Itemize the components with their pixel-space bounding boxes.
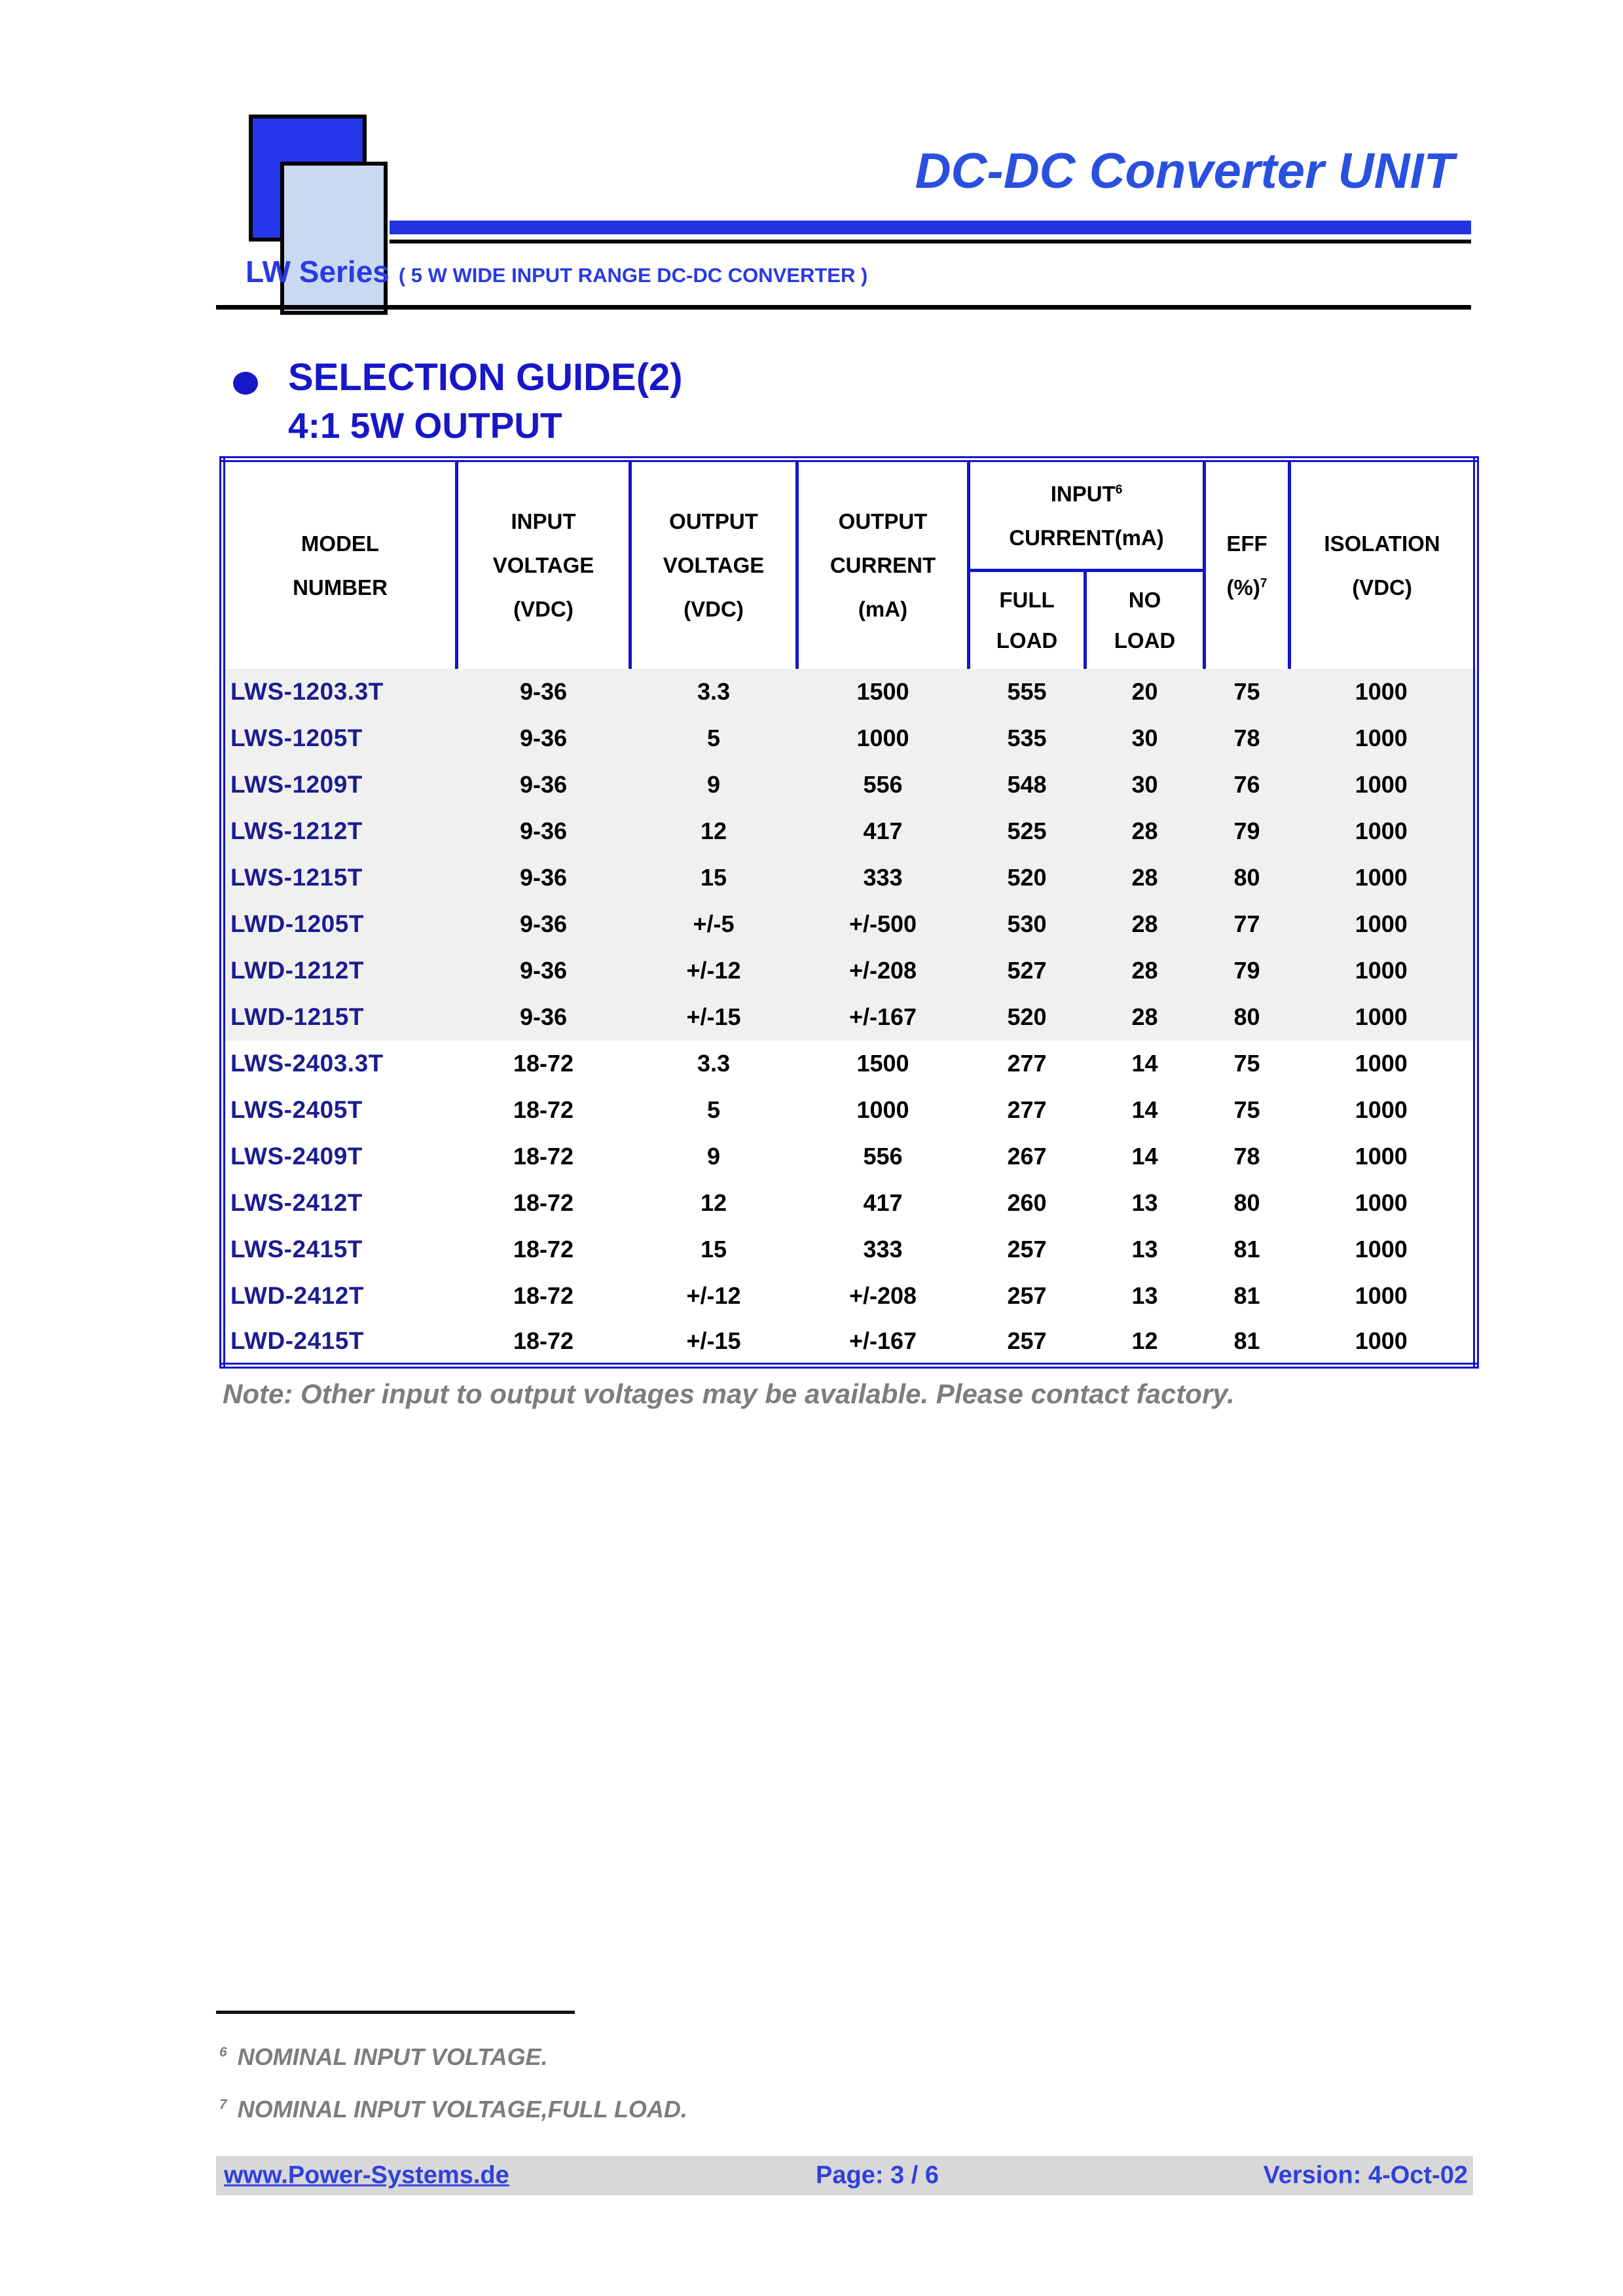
value-cell: 3.3 <box>697 678 731 705</box>
value-cell: 81 <box>1233 1327 1260 1354</box>
model-number-cell: LWS-1203.3T <box>230 678 384 705</box>
value-cell: +/-12 <box>686 1282 741 1309</box>
model-number-cell: LWD-1212T <box>230 957 364 984</box>
value-cell: 28 <box>1131 1003 1158 1030</box>
value-cell: 13 <box>1131 1282 1158 1309</box>
value-cell: 14 <box>1131 1143 1158 1170</box>
series-subtitle: ( 5 W WIDE INPUT RANGE DC-DC CONVERTER ) <box>398 264 868 287</box>
value-cell: 18-72 <box>513 1189 574 1216</box>
value-cell: 9-36 <box>519 725 568 751</box>
value-cell: 9-36 <box>519 771 568 798</box>
value-cell: 1000 <box>1355 771 1408 798</box>
footnote-7-text: NOMINAL INPUT VOLTAGE,FULL LOAD. <box>237 2096 687 2123</box>
model-number-cell: LWD-1205T <box>230 910 364 937</box>
value-cell: 527 <box>1007 957 1047 984</box>
value-cell: 267 <box>1007 1143 1047 1170</box>
value-cell: 257 <box>1007 1327 1047 1354</box>
value-cell: +/-5 <box>693 910 735 937</box>
value-cell: 20 <box>1131 678 1158 705</box>
value-cell: 18-72 <box>513 1096 574 1123</box>
value-cell: 12 <box>700 817 727 844</box>
value-cell: 75 <box>1233 1050 1260 1077</box>
page-indicator: Page: 3 / 6 <box>816 2161 939 2189</box>
model-number-cell: LWS-2405T <box>230 1096 363 1123</box>
header-line: LOAD <box>1114 628 1176 653</box>
title-divider-black-line <box>390 240 1471 243</box>
footer-bar <box>216 2156 1473 2195</box>
table-row <box>223 1134 1476 1180</box>
value-cell: 18-72 <box>513 1236 574 1263</box>
table-row <box>223 1319 1476 1366</box>
value-cell: 1500 <box>856 1050 909 1077</box>
value-cell: +/-15 <box>686 1003 741 1030</box>
header-line: MODEL <box>301 531 380 556</box>
table-row <box>223 762 1476 808</box>
series-divider-line <box>216 305 1471 310</box>
value-cell: 520 <box>1007 864 1047 891</box>
header-line: CURRENT(mA) <box>1009 525 1164 550</box>
footnote-7-marker: 7 <box>219 2097 227 2112</box>
value-cell: 1000 <box>1355 1189 1408 1216</box>
value-cell: 1000 <box>1355 1096 1408 1123</box>
logo-front-square-icon <box>280 162 388 315</box>
value-cell: 1000 <box>1355 817 1408 844</box>
value-cell: 556 <box>863 771 903 798</box>
value-cell: 9-36 <box>519 864 568 891</box>
value-cell: +/-167 <box>848 1003 917 1030</box>
value-cell: 556 <box>863 1143 903 1170</box>
header-line: INPUT <box>511 509 576 534</box>
value-cell: 555 <box>1007 678 1047 705</box>
value-cell: 1000 <box>856 725 909 751</box>
value-cell: 78 <box>1233 1143 1260 1170</box>
value-cell: 12 <box>700 1189 727 1216</box>
value-cell: +/-167 <box>848 1327 917 1354</box>
value-cell: 76 <box>1233 771 1260 798</box>
value-cell: 417 <box>863 1189 903 1216</box>
value-cell: 18-72 <box>513 1050 574 1077</box>
model-number-cell: LWS-2415T <box>230 1236 363 1263</box>
value-cell: 535 <box>1007 725 1047 751</box>
value-cell: 9 <box>706 1143 721 1170</box>
value-cell: 1000 <box>1355 1282 1408 1309</box>
header-line <box>970 472 1203 516</box>
selection-guide-table <box>219 456 1479 1369</box>
value-cell: 80 <box>1233 864 1260 891</box>
header-line: CURRENT <box>830 553 936 578</box>
series-name: LW Series <box>246 255 390 289</box>
value-cell: 1000 <box>1355 725 1408 751</box>
header-line: (mA) <box>858 597 908 622</box>
value-cell: 13 <box>1131 1236 1158 1263</box>
footnote-6 <box>219 2043 548 2071</box>
col-header-model-number <box>223 459 457 669</box>
col-header-input-current <box>969 459 1205 571</box>
table-row <box>223 1273 1476 1319</box>
header-line: ISOLATION <box>1324 531 1440 556</box>
header-line: (VDC) <box>513 597 574 622</box>
value-cell: 525 <box>1007 817 1047 844</box>
header-line: LOAD <box>996 628 1058 653</box>
table-row <box>223 808 1476 855</box>
value-cell: 1500 <box>856 678 909 705</box>
table-row <box>223 715 1476 762</box>
value-cell: 80 <box>1233 1189 1260 1216</box>
value-cell: 257 <box>1007 1236 1047 1263</box>
value-cell: +/-208 <box>848 957 917 984</box>
value-cell: 28 <box>1131 910 1158 937</box>
model-number-cell: LWS-1215T <box>230 864 363 891</box>
value-cell: 333 <box>863 1236 903 1263</box>
header-line: VOLTAGE <box>492 553 594 578</box>
value-cell: 530 <box>1007 910 1047 937</box>
value-cell: 30 <box>1131 725 1158 751</box>
header-line: OUTPUT <box>669 509 758 534</box>
value-cell: 1000 <box>856 1096 909 1123</box>
value-cell: 1000 <box>1355 1143 1408 1170</box>
model-number-cell: LWS-2409T <box>230 1143 363 1170</box>
value-cell: 13 <box>1131 1189 1158 1216</box>
header-line <box>1206 565 1288 609</box>
value-cell: 277 <box>1007 1050 1047 1077</box>
header-line: VOLTAGE <box>663 553 765 578</box>
value-cell: 333 <box>863 864 903 891</box>
model-number-cell: LWS-1205T <box>230 725 363 751</box>
value-cell: 28 <box>1131 817 1158 844</box>
footnote-ref-7: 7 <box>1260 576 1267 590</box>
table-row <box>223 901 1476 948</box>
value-cell: +/-208 <box>848 1282 917 1309</box>
table-row <box>223 948 1476 994</box>
value-cell: 18-72 <box>513 1282 574 1309</box>
value-cell: 80 <box>1233 1003 1260 1030</box>
header-line: NUMBER <box>293 575 388 600</box>
value-cell: 15 <box>700 1236 727 1263</box>
table-row <box>223 994 1476 1041</box>
footnote-ref-6: 6 <box>1115 482 1123 497</box>
model-number-cell: LWS-2412T <box>230 1189 363 1216</box>
footnote-6-marker: 6 <box>219 2045 227 2060</box>
col-header-full-load <box>969 571 1085 669</box>
col-header-input-voltage <box>457 459 630 669</box>
value-cell: 548 <box>1007 771 1047 798</box>
value-cell: 18-72 <box>513 1143 574 1170</box>
value-cell: 1000 <box>1355 910 1408 937</box>
value-cell: 30 <box>1131 771 1158 798</box>
value-cell: 9-36 <box>519 957 568 984</box>
value-cell: 28 <box>1131 864 1158 891</box>
header-line: NO <box>1128 587 1161 612</box>
value-cell: 15 <box>700 864 727 891</box>
value-cell: 78 <box>1233 725 1260 751</box>
table-row <box>223 1087 1476 1134</box>
col-header-output-voltage <box>630 459 797 669</box>
header-text: INPUT <box>1050 481 1116 506</box>
value-cell: 1000 <box>1355 1050 1408 1077</box>
value-cell: 3.3 <box>697 1050 731 1077</box>
value-cell: 277 <box>1007 1096 1047 1123</box>
header-line: EFF <box>1226 531 1267 556</box>
section-heading: SELECTION GUIDE(2) <box>288 356 683 399</box>
value-cell: 417 <box>863 817 903 844</box>
page-title: DC-DC Converter UNIT <box>915 143 1454 199</box>
value-cell: 18-72 <box>513 1327 574 1354</box>
value-cell: 9-36 <box>519 678 568 705</box>
model-number-cell: LWD-2415T <box>230 1327 364 1354</box>
model-number-cell: LWD-1215T <box>230 1003 364 1030</box>
table-note: Note: Other input to output voltages may be available. Please contact factory. <box>223 1378 1235 1409</box>
value-cell: 520 <box>1007 1003 1047 1030</box>
value-cell: 1000 <box>1355 678 1408 705</box>
series-heading <box>246 254 867 289</box>
value-cell: +/-12 <box>686 957 741 984</box>
header-line: (VDC) <box>1352 575 1412 600</box>
value-cell: 14 <box>1131 1050 1158 1077</box>
table-row <box>223 669 1476 715</box>
value-cell: 1000 <box>1355 1003 1408 1030</box>
header-line: OUTPUT <box>838 509 928 534</box>
value-cell: 9-36 <box>519 1003 568 1030</box>
selection-table-body <box>223 669 1476 1366</box>
col-header-isolation <box>1290 459 1476 669</box>
value-cell: 28 <box>1131 957 1158 984</box>
value-cell: 14 <box>1131 1096 1158 1123</box>
footnote-6-text: NOMINAL INPUT VOLTAGE. <box>237 2043 548 2070</box>
col-header-output-current <box>797 459 969 669</box>
value-cell: 79 <box>1233 817 1260 844</box>
website-link[interactable]: www.Power-Systems.de <box>224 2161 509 2189</box>
value-cell: 81 <box>1233 1236 1260 1263</box>
header-line: (VDC) <box>684 597 744 622</box>
value-cell: +/-15 <box>686 1327 741 1354</box>
section-subheading: 4:1 5W OUTPUT <box>288 405 562 446</box>
value-cell: 260 <box>1007 1189 1047 1216</box>
value-cell: 81 <box>1233 1282 1260 1309</box>
value-cell: +/-500 <box>848 910 917 937</box>
value-cell: 77 <box>1233 910 1260 937</box>
col-header-no-load <box>1085 571 1205 669</box>
header-text: (%) <box>1226 575 1260 600</box>
model-number-cell: LWD-2412T <box>230 1282 364 1309</box>
value-cell: 1000 <box>1355 1327 1408 1354</box>
value-cell: 9-36 <box>519 817 568 844</box>
bullet-icon <box>233 372 258 395</box>
value-cell: 79 <box>1233 957 1260 984</box>
value-cell: 75 <box>1233 1096 1260 1123</box>
value-cell: 5 <box>706 1096 721 1123</box>
version-label: Version: 4-Oct-02 <box>1263 2161 1468 2189</box>
value-cell: 257 <box>1007 1282 1047 1309</box>
model-number-cell: LWS-1209T <box>230 771 363 798</box>
title-divider-blue-bar <box>390 221 1471 234</box>
model-number-cell: LWS-2403.3T <box>230 1050 384 1077</box>
footnote-7 <box>219 2096 687 2123</box>
table-row <box>223 1227 1476 1273</box>
value-cell: 75 <box>1233 678 1260 705</box>
value-cell: 12 <box>1131 1327 1158 1354</box>
value-cell: 9 <box>706 771 721 798</box>
value-cell: 9-36 <box>519 910 568 937</box>
table-row <box>223 1180 1476 1227</box>
value-cell: 1000 <box>1355 957 1408 984</box>
value-cell: 5 <box>706 725 721 751</box>
value-cell: 1000 <box>1355 1236 1408 1263</box>
table-row <box>223 855 1476 901</box>
model-number-cell: LWS-1212T <box>230 817 363 844</box>
footnote-divider-line <box>216 2011 575 2014</box>
header-line: FULL <box>999 587 1055 612</box>
col-header-efficiency <box>1205 459 1290 669</box>
table-row <box>223 1041 1476 1087</box>
value-cell: 1000 <box>1355 864 1408 891</box>
